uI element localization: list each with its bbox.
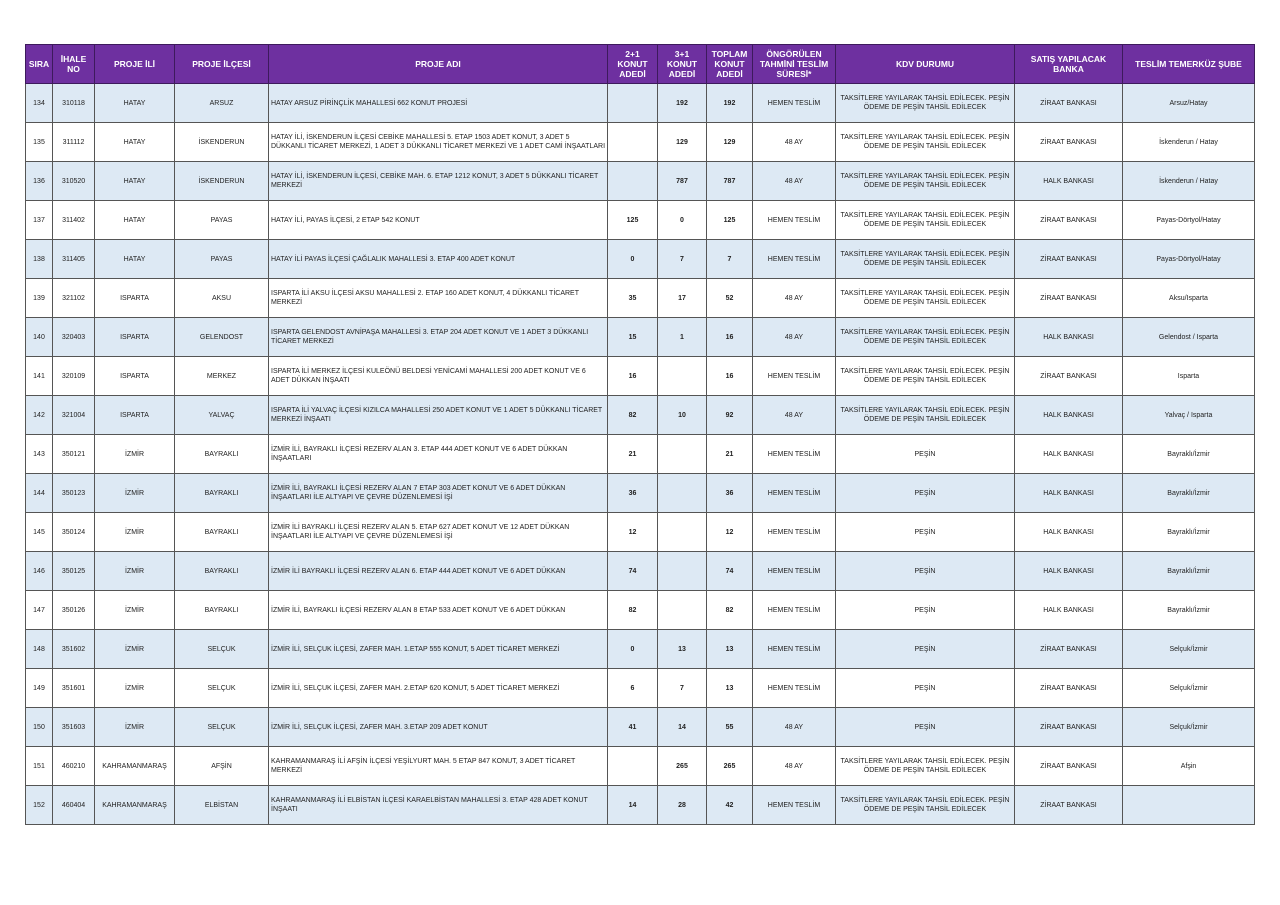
cell-proje-ili: ISPARTA [95, 318, 175, 357]
cell-sira: 135 [26, 123, 53, 162]
cell-toplam-konut: 13 [707, 630, 753, 669]
cell-sira: 146 [26, 552, 53, 591]
cell-banka: HALK BANKASI [1015, 162, 1123, 201]
cell-proje-ili: İZMİR [95, 552, 175, 591]
cell-kdv-durumu: PEŞİN [836, 435, 1015, 474]
cell-teslim-sube: Bayraklı/İzmir [1123, 591, 1255, 630]
cell-proje-adi: ISPARTA İLİ YALVAÇ İLÇESİ KIZILCA MAHALLESİ 250 ADET KONUT VE 1 ADET 5 DÜKKANLI TİCARET MERKEZİ İNŞAATI [269, 396, 608, 435]
table-row [26, 279, 1255, 318]
cell-toplam-konut: 12 [707, 513, 753, 552]
cell-sira: 136 [26, 162, 53, 201]
cell-proje-ilcesi: SELÇUK [175, 669, 269, 708]
cell-proje-ilcesi: BAYRAKLI [175, 474, 269, 513]
table-body [26, 84, 1255, 825]
cell-toplam-konut: 16 [707, 318, 753, 357]
cell-kdv-durumu: PEŞİN [836, 591, 1015, 630]
header-2-1-konut: 2+1 KONUT ADEDİ [608, 45, 658, 84]
cell-kdv-durumu: TAKSİTLERE YAYILARAK TAHSİL EDİLECEK. PEŞİN ÖDEME DE PEŞİN TAHSİL EDİLECEK [836, 357, 1015, 396]
cell-banka: HALK BANKASI [1015, 396, 1123, 435]
cell-proje-ili: İZMİR [95, 669, 175, 708]
project-table-container [25, 44, 1255, 825]
cell-ihale-no: 350121 [53, 435, 95, 474]
table-row [26, 240, 1255, 279]
cell-proje-adi: ISPARTA İLİ MERKEZ İLÇESİ KULEÖNÜ BELDESİ YENİCAMİ MAHALLESİ 200 ADET KONUT VE 6 ADET DÜKKAN İNŞAATI [269, 357, 608, 396]
cell-proje-ili: ISPARTA [95, 357, 175, 396]
cell-teslim-suresi: HEMEN TESLİM [753, 591, 836, 630]
cell-konut-2-1: 82 [608, 396, 658, 435]
cell-teslim-suresi: HEMEN TESLİM [753, 435, 836, 474]
cell-proje-ilcesi: BAYRAKLI [175, 513, 269, 552]
cell-banka: ZİRAAT BANKASI [1015, 630, 1123, 669]
header-proje-ili: PROJE İLİ [95, 45, 175, 84]
cell-teslim-sube: Bayraklı/İzmir [1123, 435, 1255, 474]
cell-proje-ili: İZMİR [95, 591, 175, 630]
cell-banka: ZİRAAT BANKASI [1015, 786, 1123, 825]
cell-proje-ili: HATAY [95, 162, 175, 201]
cell-sira: 148 [26, 630, 53, 669]
cell-teslim-sube: Aksu/Isparta [1123, 279, 1255, 318]
cell-teslim-sube: Isparta [1123, 357, 1255, 396]
cell-proje-ilcesi: SELÇUK [175, 708, 269, 747]
cell-banka: ZİRAAT BANKASI [1015, 201, 1123, 240]
table-row [26, 669, 1255, 708]
cell-kdv-durumu: TAKSİTLERE YAYILARAK TAHSİL EDİLECEK. PEŞİN ÖDEME DE PEŞİN TAHSİL EDİLECEK [836, 786, 1015, 825]
cell-konut-2-1: 6 [608, 669, 658, 708]
cell-ihale-no: 350123 [53, 474, 95, 513]
cell-kdv-durumu: TAKSİTLERE YAYILARAK TAHSİL EDİLECEK. PEŞİN ÖDEME DE PEŞİN TAHSİL EDİLECEK [836, 396, 1015, 435]
cell-toplam-konut: 265 [707, 747, 753, 786]
cell-sira: 141 [26, 357, 53, 396]
cell-ihale-no: 350125 [53, 552, 95, 591]
cell-teslim-sube: Afşin [1123, 747, 1255, 786]
cell-toplam-konut: 74 [707, 552, 753, 591]
cell-konut-2-1: 12 [608, 513, 658, 552]
table-row [26, 786, 1255, 825]
cell-teslim-sube: Payas-Dörtyol/Hatay [1123, 240, 1255, 279]
cell-sira: 137 [26, 201, 53, 240]
cell-toplam-konut: 92 [707, 396, 753, 435]
cell-sira: 143 [26, 435, 53, 474]
cell-proje-adi: İZMİR İLİ, BAYRAKLI İLÇESİ REZERV ALAN 7 ETAP 303 ADET KONUT VE 6 ADET DÜKKAN İNŞAATLARI İLE ALTYAPI VE ÇEVRE DÜZENLEMESİ İŞİ [269, 474, 608, 513]
cell-konut-2-1: 0 [608, 240, 658, 279]
cell-proje-adi: ISPARTA GELENDOST AVNİPAŞA MAHALLESİ 3. ETAP 204 ADET KONUT VE 1 ADET 3 DÜKKANLI TİCARET MERKEZİ [269, 318, 608, 357]
cell-teslim-sube: İskenderun / Hatay [1123, 123, 1255, 162]
cell-teslim-suresi: HEMEN TESLİM [753, 357, 836, 396]
cell-teslim-suresi: HEMEN TESLİM [753, 240, 836, 279]
cell-konut-2-1 [608, 84, 658, 123]
cell-proje-ili: KAHRAMANMARAŞ [95, 786, 175, 825]
cell-kdv-durumu: TAKSİTLERE YAYILARAK TAHSİL EDİLECEK. PEŞİN ÖDEME DE PEŞİN TAHSİL EDİLECEK [836, 279, 1015, 318]
cell-teslim-sube: Selçuk/İzmir [1123, 630, 1255, 669]
cell-ihale-no: 311402 [53, 201, 95, 240]
cell-ihale-no: 351602 [53, 630, 95, 669]
cell-ihale-no: 321102 [53, 279, 95, 318]
cell-konut-3-1: 192 [658, 84, 707, 123]
cell-teslim-suresi: HEMEN TESLİM [753, 669, 836, 708]
cell-teslim-suresi: HEMEN TESLİM [753, 786, 836, 825]
cell-toplam-konut: 13 [707, 669, 753, 708]
cell-teslim-suresi: HEMEN TESLİM [753, 474, 836, 513]
cell-proje-ilcesi: GELENDOST [175, 318, 269, 357]
cell-sira: 140 [26, 318, 53, 357]
cell-kdv-durumu: PEŞİN [836, 552, 1015, 591]
table-row [26, 513, 1255, 552]
cell-konut-3-1 [658, 435, 707, 474]
cell-kdv-durumu: TAKSİTLERE YAYILARAK TAHSİL EDİLECEK. PEŞİN ÖDEME DE PEŞİN TAHSİL EDİLECEK [836, 747, 1015, 786]
cell-sira: 151 [26, 747, 53, 786]
cell-teslim-sube [1123, 786, 1255, 825]
cell-konut-2-1: 0 [608, 630, 658, 669]
cell-toplam-konut: 36 [707, 474, 753, 513]
cell-teslim-sube: Bayraklı/İzmir [1123, 552, 1255, 591]
cell-ihale-no: 320109 [53, 357, 95, 396]
cell-kdv-durumu: TAKSİTLERE YAYILARAK TAHSİL EDİLECEK. PEŞİN ÖDEME DE PEŞİN TAHSİL EDİLECEK [836, 201, 1015, 240]
cell-konut-2-1: 82 [608, 591, 658, 630]
cell-proje-ili: HATAY [95, 84, 175, 123]
cell-proje-ili: HATAY [95, 240, 175, 279]
cell-konut-2-1: 15 [608, 318, 658, 357]
cell-konut-3-1: 7 [658, 240, 707, 279]
cell-proje-adi: İZMİR İLİ BAYRAKLI İLÇESİ REZERV ALAN 5. ETAP 627 ADET KONUT VE 12 ADET DÜKKAN İNŞAATLARI İLE ALTYAPI VE ÇEVRE DÜZENLEMESİ İŞİ [269, 513, 608, 552]
cell-proje-ilcesi: YALVAÇ [175, 396, 269, 435]
cell-proje-adi: İZMİR İLİ, SELÇUK İLÇESİ, ZAFER MAH. 3.ETAP 209 ADET KONUT [269, 708, 608, 747]
cell-konut-3-1 [658, 591, 707, 630]
header-ihale-no: İHALE NO [53, 45, 95, 84]
cell-proje-adi: HATAY ARSUZ PİRİNÇLİK MAHALLESİ 662 KONUT PROJESİ [269, 84, 608, 123]
table-row [26, 747, 1255, 786]
table-row [26, 552, 1255, 591]
cell-sira: 134 [26, 84, 53, 123]
table-row [26, 201, 1255, 240]
cell-proje-ilcesi: ARSUZ [175, 84, 269, 123]
cell-sira: 144 [26, 474, 53, 513]
cell-toplam-konut: 787 [707, 162, 753, 201]
table-row [26, 630, 1255, 669]
cell-proje-ilcesi: AFŞİN [175, 747, 269, 786]
cell-teslim-sube: Bayraklı/İzmir [1123, 513, 1255, 552]
cell-kdv-durumu: PEŞİN [836, 630, 1015, 669]
cell-banka: HALK BANKASI [1015, 591, 1123, 630]
cell-proje-ilcesi: ELBİSTAN [175, 786, 269, 825]
cell-teslim-sube: Gelendost / Isparta [1123, 318, 1255, 357]
cell-proje-ili: İZMİR [95, 435, 175, 474]
cell-teslim-suresi: 48 AY [753, 279, 836, 318]
cell-konut-3-1: 1 [658, 318, 707, 357]
cell-ihale-no: 311405 [53, 240, 95, 279]
cell-teslim-sube: İskenderun / Hatay [1123, 162, 1255, 201]
cell-konut-3-1: 17 [658, 279, 707, 318]
table-row [26, 357, 1255, 396]
cell-proje-adi: KAHRAMANMARAŞ İLİ AFŞİN İLÇESİ YEŞİLYURT MAH. 5 ETAP 847 KONUT, 3 ADET TİCARET MERKEZİ [269, 747, 608, 786]
cell-konut-2-1 [608, 162, 658, 201]
cell-kdv-durumu: TAKSİTLERE YAYILARAK TAHSİL EDİLECEK. PEŞİN ÖDEME DE PEŞİN TAHSİL EDİLECEK [836, 318, 1015, 357]
cell-konut-2-1: 16 [608, 357, 658, 396]
table-row [26, 396, 1255, 435]
cell-sira: 145 [26, 513, 53, 552]
cell-teslim-suresi: 48 AY [753, 708, 836, 747]
cell-kdv-durumu: TAKSİTLERE YAYILARAK TAHSİL EDİLECEK. PEŞİN ÖDEME DE PEŞİN TAHSİL EDİLECEK [836, 162, 1015, 201]
cell-banka: ZİRAAT BANKASI [1015, 123, 1123, 162]
cell-teslim-sube: Selçuk/İzmir [1123, 708, 1255, 747]
cell-banka: HALK BANKASI [1015, 513, 1123, 552]
cell-konut-2-1: 14 [608, 786, 658, 825]
cell-banka: ZİRAAT BANKASI [1015, 357, 1123, 396]
header-toplam-konut: TOPLAM KONUT ADEDİ [707, 45, 753, 84]
header-proje-adi: PROJE ADI [269, 45, 608, 84]
cell-proje-ilcesi: PAYAS [175, 240, 269, 279]
cell-proje-ilcesi: SELÇUK [175, 630, 269, 669]
cell-ihale-no: 310520 [53, 162, 95, 201]
cell-konut-2-1: 74 [608, 552, 658, 591]
cell-teslim-sube: Payas-Dörtyol/Hatay [1123, 201, 1255, 240]
cell-konut-2-1: 125 [608, 201, 658, 240]
cell-sira: 150 [26, 708, 53, 747]
cell-ihale-no: 460210 [53, 747, 95, 786]
header-banka: SATIŞ YAPILACAK BANKA [1015, 45, 1123, 84]
cell-banka: HALK BANKASI [1015, 435, 1123, 474]
cell-proje-ili: ISPARTA [95, 396, 175, 435]
cell-proje-ilcesi: BAYRAKLI [175, 591, 269, 630]
cell-konut-3-1: 265 [658, 747, 707, 786]
cell-teslim-suresi: HEMEN TESLİM [753, 84, 836, 123]
cell-teslim-suresi: 48 AY [753, 162, 836, 201]
cell-teslim-suresi: 48 AY [753, 318, 836, 357]
cell-ihale-no: 460404 [53, 786, 95, 825]
cell-sira: 139 [26, 279, 53, 318]
cell-teslim-suresi: HEMEN TESLİM [753, 201, 836, 240]
cell-sira: 142 [26, 396, 53, 435]
cell-proje-adi: HATAY İLİ PAYAS İLÇESİ ÇAĞLALIK MAHALLESİ 3. ETAP 400 ADET KONUT [269, 240, 608, 279]
cell-konut-3-1: 28 [658, 786, 707, 825]
table-row [26, 708, 1255, 747]
cell-teslim-suresi: 48 AY [753, 747, 836, 786]
cell-toplam-konut: 82 [707, 591, 753, 630]
cell-teslim-sube: Bayraklı/İzmir [1123, 474, 1255, 513]
header-3-1-konut: 3+1 KONUT ADEDİ [658, 45, 707, 84]
cell-toplam-konut: 7 [707, 240, 753, 279]
cell-sira: 147 [26, 591, 53, 630]
cell-proje-ilcesi: MERKEZ [175, 357, 269, 396]
header-teslim-sube: TESLİM TEMERKÜZ ŞUBE [1123, 45, 1255, 84]
cell-konut-3-1 [658, 474, 707, 513]
cell-toplam-konut: 55 [707, 708, 753, 747]
cell-proje-ilcesi: İSKENDERUN [175, 123, 269, 162]
cell-teslim-sube: Arsuz/Hatay [1123, 84, 1255, 123]
cell-teslim-sube: Selçuk/İzmir [1123, 669, 1255, 708]
cell-konut-3-1 [658, 513, 707, 552]
cell-proje-adi: HATAY İLİ, PAYAS İLÇESİ, 2 ETAP 542 KONUT [269, 201, 608, 240]
cell-konut-2-1: 35 [608, 279, 658, 318]
cell-banka: ZİRAAT BANKASI [1015, 747, 1123, 786]
cell-toplam-konut: 52 [707, 279, 753, 318]
cell-ihale-no: 311112 [53, 123, 95, 162]
cell-toplam-konut: 21 [707, 435, 753, 474]
cell-proje-adi: İZMİR İLİ, BAYRAKLI İLÇESİ REZERV ALAN 8 ETAP 533 ADET KONUT VE 6 ADET DÜKKAN [269, 591, 608, 630]
header-row [26, 45, 1255, 84]
cell-banka: ZİRAAT BANKASI [1015, 240, 1123, 279]
cell-teslim-suresi: 48 AY [753, 396, 836, 435]
cell-konut-3-1: 787 [658, 162, 707, 201]
cell-ihale-no: 320403 [53, 318, 95, 357]
project-table [25, 44, 1255, 825]
cell-banka: ZİRAAT BANKASI [1015, 669, 1123, 708]
cell-kdv-durumu: PEŞİN [836, 513, 1015, 552]
cell-ihale-no: 350124 [53, 513, 95, 552]
cell-proje-ilcesi: AKSU [175, 279, 269, 318]
cell-konut-3-1: 0 [658, 201, 707, 240]
cell-proje-adi: İZMİR İLİ, BAYRAKLI İLÇESİ REZERV ALAN 3. ETAP 444 ADET KONUT VE 6 ADET DÜKKAN İNŞAATLARI [269, 435, 608, 474]
table-row [26, 474, 1255, 513]
cell-banka: HALK BANKASI [1015, 552, 1123, 591]
cell-banka: HALK BANKASI [1015, 474, 1123, 513]
cell-toplam-konut: 42 [707, 786, 753, 825]
header-proje-ilcesi: PROJE İLÇESİ [175, 45, 269, 84]
header-kdv-durumu: KDV DURUMU [836, 45, 1015, 84]
cell-konut-3-1: 10 [658, 396, 707, 435]
header-sira: SIRA [26, 45, 53, 84]
cell-toplam-konut: 192 [707, 84, 753, 123]
cell-konut-2-1 [608, 747, 658, 786]
cell-kdv-durumu: PEŞİN [836, 669, 1015, 708]
cell-konut-2-1: 21 [608, 435, 658, 474]
cell-proje-ili: İZMİR [95, 708, 175, 747]
cell-kdv-durumu: TAKSİTLERE YAYILARAK TAHSİL EDİLECEK. PEŞİN ÖDEME DE PEŞİN TAHSİL EDİLECEK [836, 123, 1015, 162]
cell-kdv-durumu: TAKSİTLERE YAYILARAK TAHSİL EDİLECEK. PEŞİN ÖDEME DE PEŞİN TAHSİL EDİLECEK [836, 84, 1015, 123]
cell-banka: ZİRAAT BANKASI [1015, 84, 1123, 123]
cell-teslim-suresi: HEMEN TESLİM [753, 630, 836, 669]
cell-proje-ili: KAHRAMANMARAŞ [95, 747, 175, 786]
cell-toplam-konut: 129 [707, 123, 753, 162]
cell-teslim-sube: Yalvaç / Isparta [1123, 396, 1255, 435]
cell-proje-ili: HATAY [95, 201, 175, 240]
cell-teslim-suresi: HEMEN TESLİM [753, 552, 836, 591]
cell-banka: ZİRAAT BANKASI [1015, 279, 1123, 318]
cell-konut-2-1: 41 [608, 708, 658, 747]
cell-konut-3-1: 13 [658, 630, 707, 669]
table-row [26, 162, 1255, 201]
cell-proje-ili: HATAY [95, 123, 175, 162]
cell-teslim-suresi: HEMEN TESLİM [753, 513, 836, 552]
cell-proje-adi: İZMİR İLİ, SELÇUK İLÇESİ, ZAFER MAH. 2.ETAP 620 KONUT, 5 ADET TİCARET MERKEZİ [269, 669, 608, 708]
cell-proje-adi: HATAY İLİ, İSKENDERUN İLÇESİ, CEBİKE MAH. 6. ETAP 1212 KONUT, 3 ADET 5 DÜKKANLI TİCARET MERKEZİ [269, 162, 608, 201]
header-teslim-suresi: ÖNGÖRÜLEN TAHMİNİ TESLİM SÜRESİ* [753, 45, 836, 84]
cell-proje-adi: KAHRAMANMARAŞ İLİ ELBİSTAN İLÇESİ KARAELBİSTAN MAHALLESİ 3. ETAP 428 ADET KONUT İNŞAATI [269, 786, 608, 825]
cell-kdv-durumu: PEŞİN [836, 708, 1015, 747]
cell-proje-adi: İZMİR İLİ BAYRAKLI İLÇESİ REZERV ALAN 6. ETAP 444 ADET KONUT VE 6 ADET DÜKKAN [269, 552, 608, 591]
cell-proje-ili: ISPARTA [95, 279, 175, 318]
cell-ihale-no: 351601 [53, 669, 95, 708]
table-row [26, 591, 1255, 630]
cell-proje-ilcesi: BAYRAKLI [175, 435, 269, 474]
cell-toplam-konut: 16 [707, 357, 753, 396]
cell-teslim-suresi: 48 AY [753, 123, 836, 162]
cell-proje-ili: İZMİR [95, 513, 175, 552]
cell-konut-3-1: 129 [658, 123, 707, 162]
table-row [26, 123, 1255, 162]
cell-ihale-no: 321004 [53, 396, 95, 435]
cell-proje-adi: HATAY İLİ, İSKENDERUN İLÇESİ CEBİKE MAHALLESİ 5. ETAP 1503 ADET KONUT, 3 ADET 5 DÜKKANLI TİCARET MERKEZİ, 1 ADET 3 DÜKKANLI TİCARET MERKEZİ VE 1 ADET CAMİ İNŞAATLARI [269, 123, 608, 162]
cell-ihale-no: 350126 [53, 591, 95, 630]
table-row [26, 435, 1255, 474]
cell-konut-3-1 [658, 357, 707, 396]
cell-konut-3-1: 14 [658, 708, 707, 747]
cell-proje-ilcesi: İSKENDERUN [175, 162, 269, 201]
cell-sira: 138 [26, 240, 53, 279]
cell-konut-3-1: 7 [658, 669, 707, 708]
cell-ihale-no: 351603 [53, 708, 95, 747]
cell-proje-ilcesi: BAYRAKLI [175, 552, 269, 591]
cell-proje-adi: İZMİR İLİ, SELÇUK İLÇESİ, ZAFER MAH. 1.ETAP 555 KONUT, 5 ADET TİCARET MERKEZİ [269, 630, 608, 669]
cell-sira: 152 [26, 786, 53, 825]
cell-konut-2-1: 36 [608, 474, 658, 513]
cell-toplam-konut: 125 [707, 201, 753, 240]
table-row [26, 84, 1255, 123]
cell-proje-ilcesi: PAYAS [175, 201, 269, 240]
cell-ihale-no: 310118 [53, 84, 95, 123]
cell-proje-ili: İZMİR [95, 630, 175, 669]
cell-kdv-durumu: TAKSİTLERE YAYILARAK TAHSİL EDİLECEK. PEŞİN ÖDEME DE PEŞİN TAHSİL EDİLECEK [836, 240, 1015, 279]
cell-banka: ZİRAAT BANKASI [1015, 708, 1123, 747]
cell-konut-2-1 [608, 123, 658, 162]
cell-proje-ili: İZMİR [95, 474, 175, 513]
cell-proje-adi: ISPARTA İLİ AKSU İLÇESİ AKSU MAHALLESİ 2. ETAP 160 ADET KONUT, 4 DÜKKANLI TİCARET MERKEZİ [269, 279, 608, 318]
cell-banka: HALK BANKASI [1015, 318, 1123, 357]
cell-konut-3-1 [658, 552, 707, 591]
cell-kdv-durumu: PEŞİN [836, 474, 1015, 513]
table-row [26, 318, 1255, 357]
cell-sira: 149 [26, 669, 53, 708]
